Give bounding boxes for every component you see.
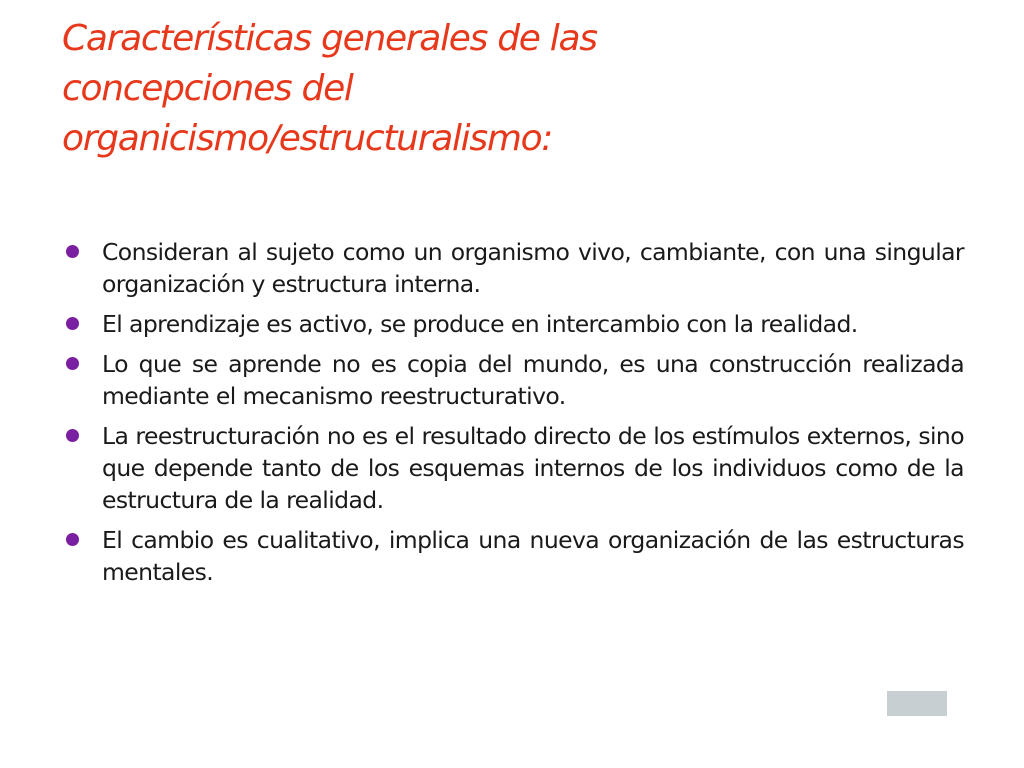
bullet-item [66,348,964,412]
bullet-dot-icon [66,245,79,258]
bullet-item [66,524,964,588]
corner-decoration [887,691,947,716]
title-line: organicismo/estructuralismo: [62,118,553,159]
bullet-list [66,236,964,596]
bullet-dot-icon [66,429,79,442]
bullet-item [66,236,964,300]
title-line: Características generales de las [62,18,597,59]
bullet-dot-icon [66,357,79,370]
bullet-item [66,420,964,516]
bullet-text: Lo que se aprende no es copia del mundo, es una construcción realizada mediante el mecanismo reestructurativo. [102,350,964,410]
bullet-dot-icon [66,533,79,546]
bullet-text: El cambio es cualitativo, implica una nueva organización de las estructuras mentales. [102,526,964,586]
bullet-text: Consideran al sujeto como un organismo vivo, cambiante, con una singular organización y estructura interna. [102,238,964,298]
title-line: concepciones del [62,68,353,109]
bullet-dot-icon [66,317,79,330]
bullet-text: El aprendizaje es activo, se produce en intercambio con la realidad. [102,310,858,338]
bullet-item [66,308,964,340]
bullet-text: La reestructuración no es el resultado directo de los estímulos externos, sino que depende tanto de los esquemas internos de los individuos como de la estructura de la realidad. [102,422,964,514]
slide-title [62,14,822,164]
